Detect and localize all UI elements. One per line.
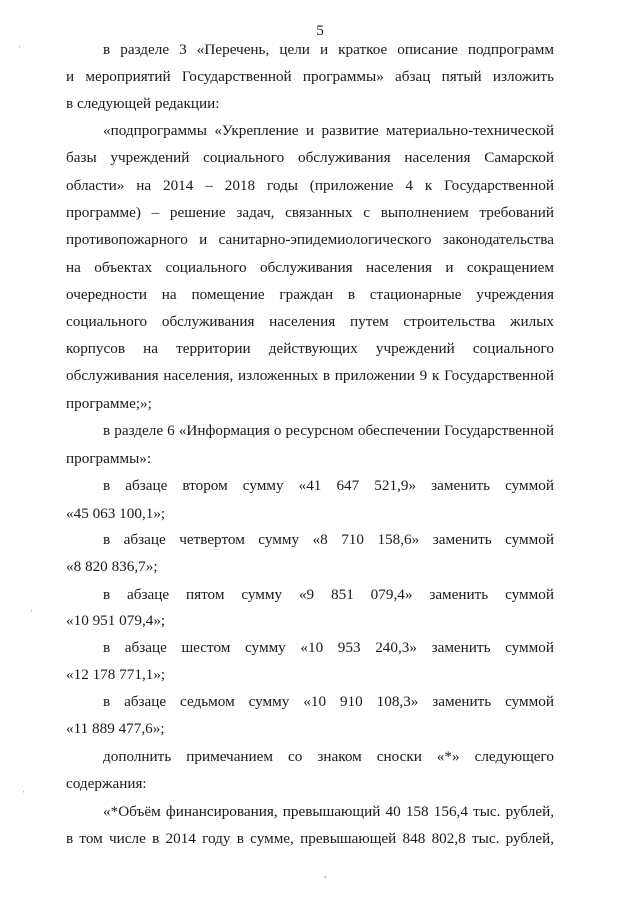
scan-speck: ˌ (22, 782, 26, 793)
text-line: социального обслуживания населения путем строительства жилых (66, 313, 554, 330)
scan-speck: ˌ (30, 601, 34, 612)
text-line: дополнить примечанием со знаком сноски «*» следующего (103, 748, 554, 765)
text-line: содержания: (66, 775, 147, 792)
text-line: в разделе 6 «Информация о ресурсном обеспечении Государственной (103, 422, 554, 439)
text-line: в абзаце шестом сумму «10 953 240,3» заменить суммой (103, 639, 554, 656)
scan-speck: , (324, 869, 327, 880)
text-line: «подпрограммы «Укрепление и развитие материально-технической (103, 122, 554, 139)
text-line: «8 820 836,7»; (66, 558, 158, 575)
text-line: области» на 2014 – 2018 годы (приложение 4 к Государственной (66, 177, 554, 194)
text-line: «11 889 477,6»; (66, 720, 165, 737)
scan-speck: ˌ (18, 37, 22, 48)
text-line: в абзаце четвертом сумму «8 710 158,6» заменить суммой (103, 531, 554, 548)
text-line: и мероприятий Государственной программы» абзац пятый изложить (66, 68, 554, 85)
text-line: обслуживания населения, изложенных в приложении 9 к Государственной (66, 367, 554, 384)
page-number: 5 (316, 22, 324, 39)
text-line: в том числе в 2014 году в сумме, превышающей 848 802,8 тыс. рублей, (66, 830, 554, 847)
text-line: корпусов на территории действующих учреждений социального (66, 340, 554, 357)
text-line: «10 951 079,4»; (66, 612, 166, 629)
text-line: «45 063 100,1»; (66, 505, 166, 522)
text-line: базы учреждений социального обслуживания населения Самарской (66, 149, 554, 166)
text-line: программы»: (66, 450, 152, 467)
text-line: очередности на помещение граждан в стационарные учреждения (66, 286, 554, 303)
text-line: «*Объём финансирования, превышающий 40 158 156,4 тыс. рублей, (103, 803, 554, 820)
text-line: в разделе 3 «Перечень, цели и краткое описание подпрограмм (103, 41, 554, 58)
text-line: на объектах социального обслуживания населения и сокращением (66, 259, 554, 276)
text-line: программе;»; (66, 395, 152, 412)
text-line: «12 178 771,1»; (66, 666, 166, 683)
text-line: в абзаце седьмом сумму «10 910 108,3» заменить суммой (103, 693, 554, 710)
text-line: в абзаце пятом сумму «9 851 079,4» заменить суммой (103, 586, 554, 603)
text-line: в следующей редакции: (66, 95, 220, 112)
text-line: противопожарного и санитарно-эпидемиологического законодательства (66, 231, 554, 248)
text-line: программе) – решение задач, связанных с выполнением требований (66, 204, 554, 221)
text-line: в абзаце втором сумму «41 647 521,9» заменить суммой (103, 477, 554, 494)
